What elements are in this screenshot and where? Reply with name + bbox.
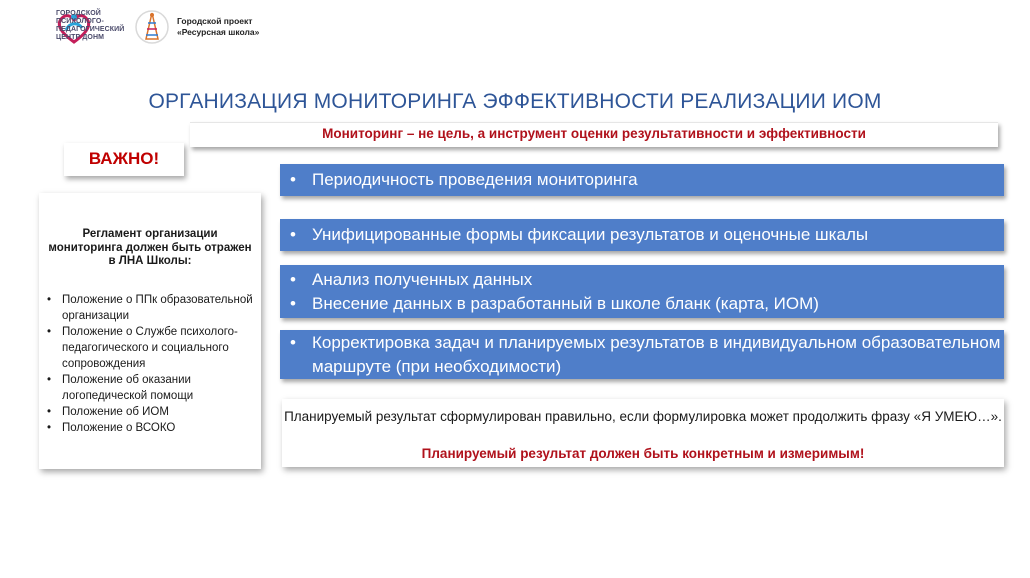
bar-item: • Корректировка задач и планируемых результатов в индивидуальном образовательном маршруте (при необходимости): [286, 331, 1004, 379]
regulation-item: • Положение о ВСОКО: [46, 420, 261, 436]
project-line-1: Городской проект: [177, 16, 253, 26]
bar-analysis: [280, 265, 1004, 318]
result-accent: Планируемый результат должен быть конкретным и измеримым!: [421, 446, 865, 461]
bar-periodicity: [280, 164, 1004, 196]
bar-item: • Внесение данных в разработанный в школе бланк (карта, ИОМ): [286, 292, 1004, 316]
regulation-item: • Положение о Службе психолого-педагогического и социального сопровождения: [46, 324, 261, 372]
regulation-title: Регламент организации мониторинга должен быть отражен в ЛНА Школы:: [48, 228, 252, 267]
center-logo-text: ГОРОДСКОЙ ПСИХОЛОГО-ПЕДАГОГИЧЕСКИЙ ЦЕНТР ДОНМ: [56, 10, 125, 41]
regulation-item: • Положение об ИОМ: [46, 404, 261, 420]
regulation-list: [46, 292, 261, 436]
page-title: ОРГАНИЗАЦИЯ МОНИТОРИНГА ЭФФЕКТИВНОСТИ РЕАЛИЗАЦИИ ИОМ: [148, 90, 882, 113]
bar-item: • Анализ полученных данных: [286, 268, 1004, 292]
bar-correction: [280, 330, 1004, 379]
project-caption: [177, 16, 297, 38]
project-line-2: «Ресурсная школа»: [177, 27, 260, 37]
resource-school-logo-icon: [134, 8, 170, 46]
important-label: ВАЖНО!: [88, 149, 160, 168]
result-text: Планируемый результат сформулирован правильно, если формулировка может продолжить фразу «Я УМЕЮ…».: [284, 409, 1002, 424]
subtitle-text: Мониторинг – не цель, а инструмент оценки результативности и эффективности: [322, 126, 866, 141]
bar-item: • Периодичность проведения мониторинга: [286, 168, 1004, 192]
regulation-item: • Положение о ППк образовательной организации: [46, 292, 261, 324]
regulation-item: • Положение об оказании логопедической помощи: [46, 372, 261, 404]
bar-item: • Унифицированные формы фиксации результатов и оценочные шкалы: [286, 223, 1004, 247]
bar-unified-forms: [280, 219, 1004, 251]
